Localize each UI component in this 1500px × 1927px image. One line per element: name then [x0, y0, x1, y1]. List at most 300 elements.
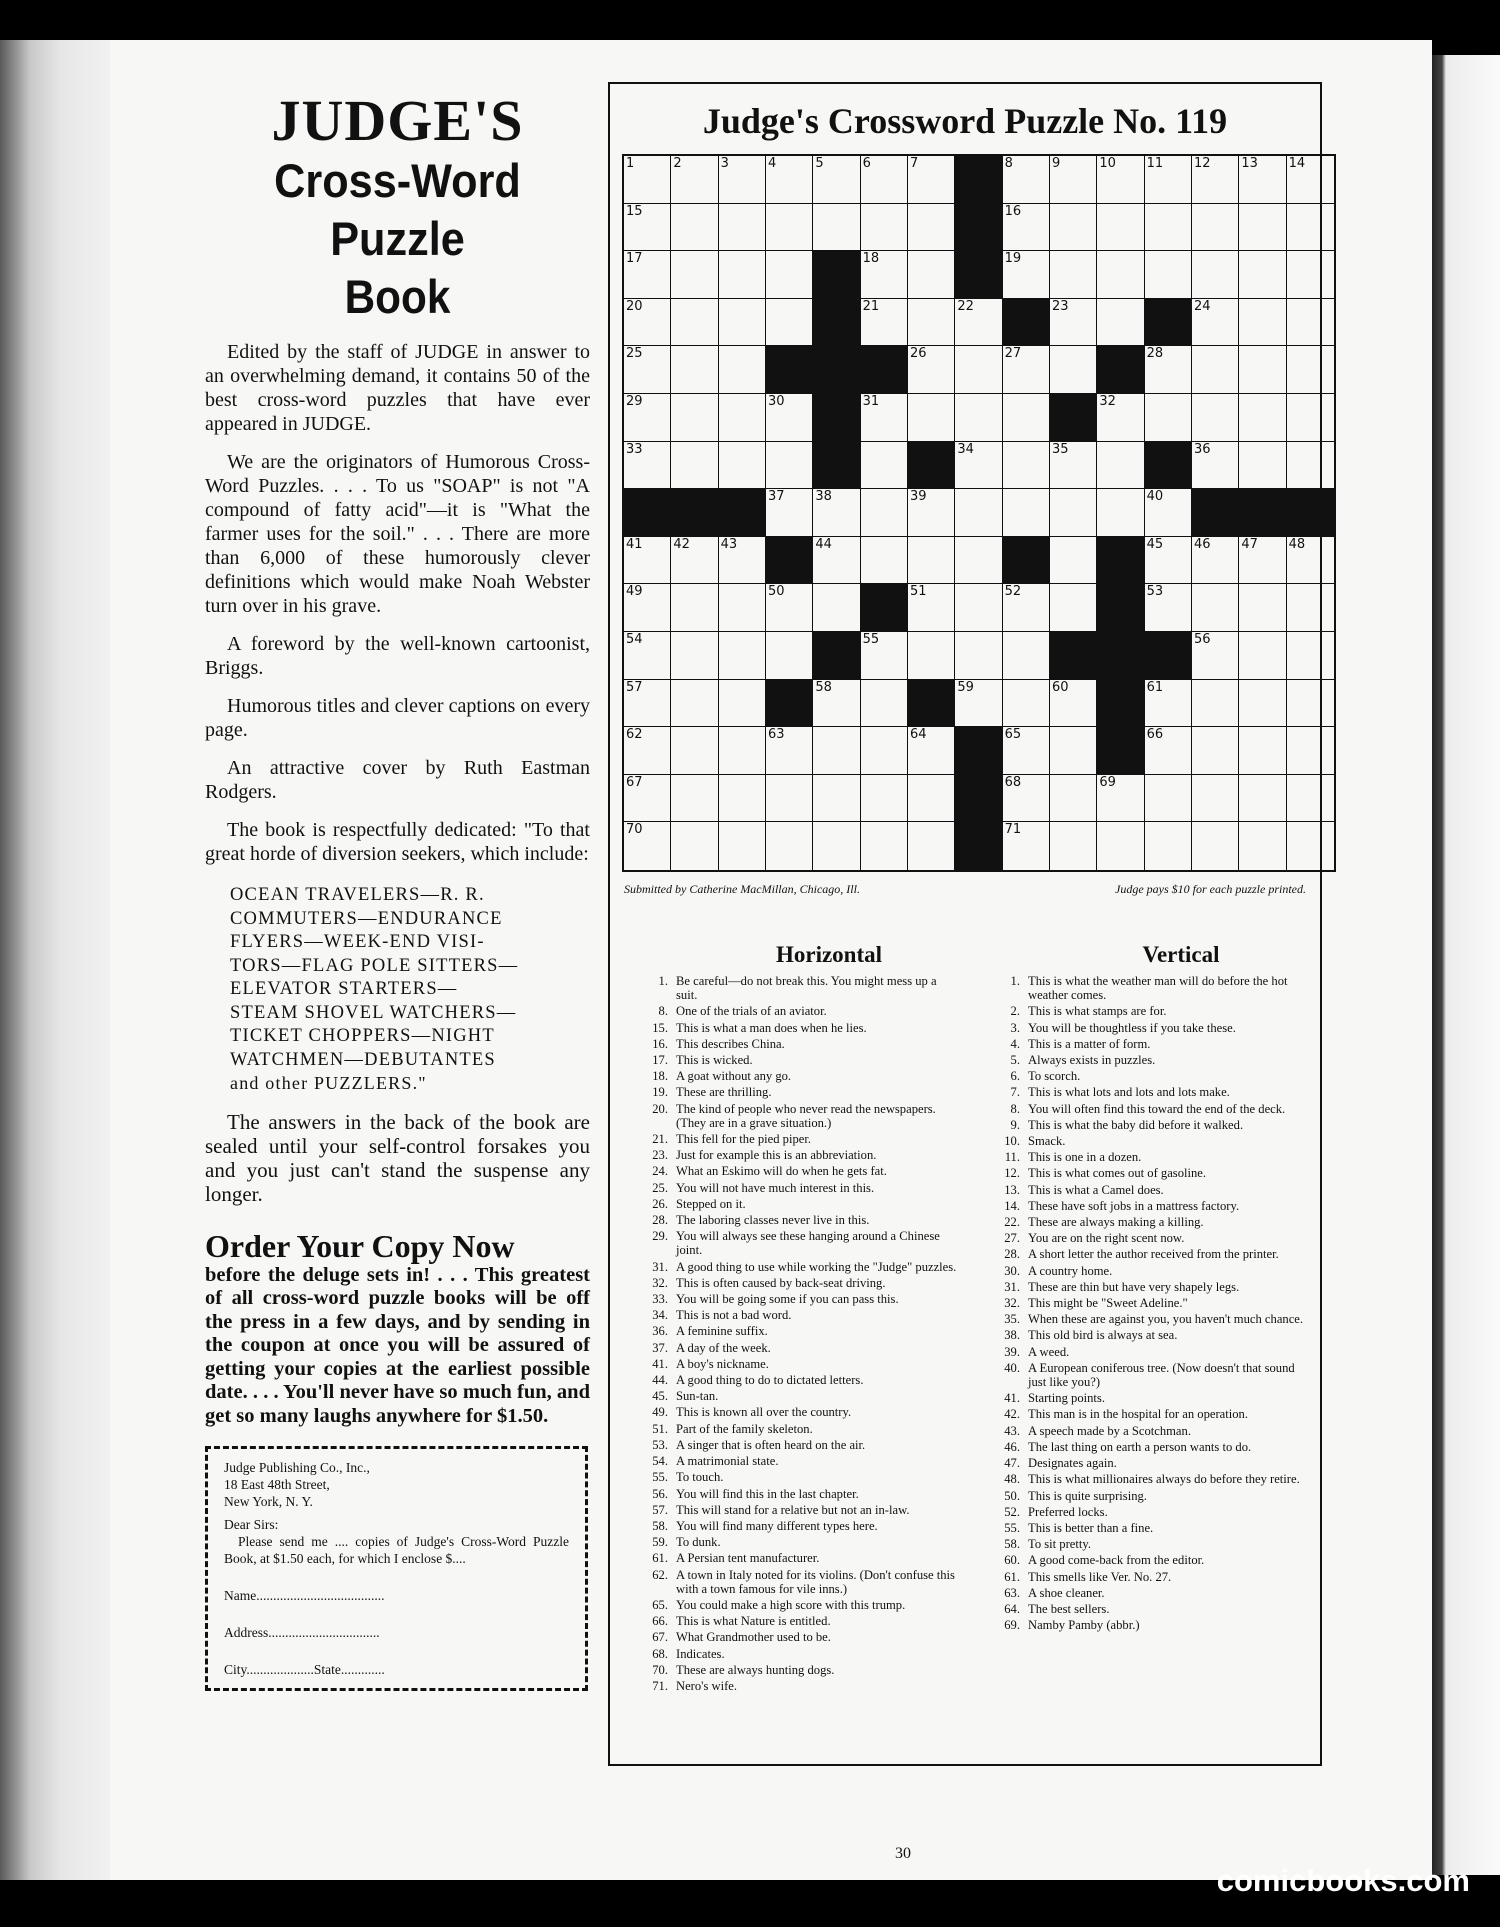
- grid-cell[interactable]: [671, 442, 718, 490]
- grid-cell[interactable]: [719, 775, 766, 823]
- horizontal-clue: [630, 1614, 958, 1628]
- grid-cell[interactable]: [671, 632, 718, 680]
- grid-cell[interactable]: [1287, 251, 1334, 299]
- grid-cell[interactable]: [1050, 442, 1097, 490]
- clue-number: 63.: [1004, 1585, 1020, 1600]
- grid-cell[interactable]: [908, 537, 955, 585]
- grid-cell[interactable]: [1145, 346, 1192, 394]
- grid-cell[interactable]: [1239, 394, 1286, 442]
- grid-cell[interactable]: [1287, 299, 1334, 347]
- grid-cell[interactable]: [671, 394, 718, 442]
- grid-cell[interactable]: [766, 489, 813, 537]
- grid-cell[interactable]: [1003, 727, 1050, 775]
- grid-cell[interactable]: [1287, 727, 1334, 775]
- grid-cell[interactable]: [1097, 394, 1144, 442]
- grid-cell[interactable]: [671, 204, 718, 252]
- grid-cell[interactable]: [1003, 251, 1050, 299]
- clue-number: 4.: [1010, 1036, 1020, 1051]
- grid-cell[interactable]: [766, 394, 813, 442]
- vertical-clue: [982, 1570, 1310, 1584]
- grid-cell[interactable]: [1192, 680, 1239, 728]
- grid-cell[interactable]: [1192, 584, 1239, 632]
- grid-cell[interactable]: [1097, 156, 1144, 204]
- grid-cell[interactable]: [624, 251, 671, 299]
- grid-cell[interactable]: [861, 156, 908, 204]
- grid-cell[interactable]: [624, 775, 671, 823]
- grid-cell[interactable]: [671, 680, 718, 728]
- horizontal-clue: [630, 1148, 958, 1162]
- grid-cell[interactable]: [908, 346, 955, 394]
- grid-cell[interactable]: [671, 727, 718, 775]
- clue-number: 51.: [652, 1421, 668, 1436]
- grid-black-square: [1287, 489, 1334, 537]
- grid-cell[interactable]: [1050, 584, 1097, 632]
- clue-number: 22.: [1004, 1215, 1020, 1230]
- clue-text: The last thing on earth a person wants to do.: [1028, 1439, 1252, 1454]
- grid-cell[interactable]: [624, 584, 671, 632]
- grid-cell[interactable]: [1239, 442, 1286, 490]
- grid-cell[interactable]: [1050, 156, 1097, 204]
- clue-number: 60.: [1004, 1553, 1020, 1568]
- dedication-line: OCEAN TRAVELERS—R. R.: [230, 885, 485, 905]
- clue-text: A goat without any go.: [676, 1069, 792, 1084]
- grid-cell[interactable]: [719, 251, 766, 299]
- ad-title-line-2: Cross-Word Puzzle: [274, 154, 521, 265]
- clue-number: 30.: [1004, 1263, 1020, 1278]
- clue-text: The laboring classes never live in this.: [676, 1213, 870, 1228]
- grid-black-square: [813, 394, 860, 442]
- horizontal-clue: [630, 1519, 958, 1533]
- grid-cell[interactable]: [1287, 584, 1334, 632]
- clue-number: 40: [1146, 489, 1164, 505]
- grid-cell[interactable]: [766, 822, 813, 870]
- grid-cell[interactable]: [1145, 727, 1192, 775]
- grid-cell[interactable]: [813, 584, 860, 632]
- grid-cell[interactable]: [1050, 727, 1097, 775]
- grid-black-square: [766, 346, 813, 394]
- grid-black-square: [908, 680, 955, 728]
- grid-cell[interactable]: [719, 299, 766, 347]
- grid-cell[interactable]: [813, 537, 860, 585]
- grid-cell[interactable]: [719, 680, 766, 728]
- clue-number: 66: [1146, 727, 1164, 743]
- grid-cell[interactable]: [671, 156, 718, 204]
- grid-cell[interactable]: [1192, 442, 1239, 490]
- grid-cell[interactable]: [861, 251, 908, 299]
- grid-cell[interactable]: [1239, 822, 1286, 870]
- horizontal-clue-list: [630, 974, 958, 1693]
- grid-cell[interactable]: [1192, 346, 1239, 394]
- clue-number: 18.: [652, 1069, 668, 1084]
- grid-cell[interactable]: [1097, 299, 1144, 347]
- grid-cell[interactable]: [861, 299, 908, 347]
- grid-cell[interactable]: [766, 727, 813, 775]
- clue-number: 35.: [1004, 1312, 1020, 1327]
- clue-text: A weed.: [1028, 1344, 1070, 1359]
- clue-text: Just for example this is an abbreviation.: [676, 1148, 877, 1163]
- grid-cell[interactable]: [1097, 822, 1144, 870]
- grid-cell[interactable]: [1239, 251, 1286, 299]
- grid-cell[interactable]: [766, 204, 813, 252]
- grid-cell[interactable]: [1192, 251, 1239, 299]
- horizontal-clue: [630, 1053, 958, 1067]
- clue-number: 12.: [1004, 1166, 1020, 1181]
- grid-cell[interactable]: [1145, 775, 1192, 823]
- grid-cell[interactable]: [861, 394, 908, 442]
- grid-cell[interactable]: [1003, 442, 1050, 490]
- vertical-clue: [982, 1215, 1310, 1229]
- horizontal-clue: [630, 1454, 958, 1468]
- grid-cell[interactable]: [1003, 822, 1050, 870]
- grid-cell[interactable]: [624, 680, 671, 728]
- ad-title-line-1: JUDGE'S: [271, 88, 524, 153]
- grid-cell[interactable]: [813, 204, 860, 252]
- grid-cell[interactable]: [1287, 537, 1334, 585]
- grid-cell[interactable]: [861, 822, 908, 870]
- magazine-page: [110, 40, 1432, 1880]
- grid-cell[interactable]: [861, 727, 908, 775]
- clue-number: 32.: [652, 1275, 668, 1290]
- grid-cell[interactable]: [1287, 632, 1334, 680]
- grid-cell[interactable]: [1145, 584, 1192, 632]
- grid-cell[interactable]: [1239, 346, 1286, 394]
- clue-text: This is what a Camel does.: [1028, 1182, 1164, 1197]
- coupon-body: Please send me .... copies of Judge's Cross-Word Puzzle Book, at $1.50 each, for which I enclose $....: [224, 1534, 569, 1566]
- grid-cell[interactable]: [766, 251, 813, 299]
- clue-number: 10: [1099, 156, 1116, 171]
- grid-cell[interactable]: [624, 299, 671, 347]
- clue-number: 55.: [652, 1470, 668, 1485]
- grid-cell[interactable]: [671, 346, 718, 394]
- grid-cell[interactable]: [1097, 775, 1144, 823]
- grid-cell[interactable]: [624, 822, 671, 870]
- horizontal-clue: [630, 1276, 958, 1290]
- clue-text: A country home.: [1028, 1263, 1113, 1278]
- grid-cell[interactable]: [908, 156, 955, 204]
- clue-number: 33.: [652, 1292, 668, 1307]
- grid-cell[interactable]: [1287, 394, 1334, 442]
- grid-cell[interactable]: [1192, 822, 1239, 870]
- grid-black-square: [1003, 537, 1050, 585]
- vertical-clue: [982, 1407, 1310, 1421]
- page-number: 30: [895, 1845, 911, 1862]
- clue-text: Part of the family skeleton.: [676, 1421, 813, 1436]
- grid-cell[interactable]: [861, 204, 908, 252]
- grid-cell[interactable]: [1239, 299, 1286, 347]
- clue-number: 38.: [1004, 1328, 1020, 1343]
- grid-cell[interactable]: [1003, 394, 1050, 442]
- grid-cell[interactable]: [955, 632, 1002, 680]
- clue-text: What an Eskimo will do when he gets fat.: [676, 1164, 887, 1179]
- grid-cell[interactable]: [1003, 775, 1050, 823]
- grid-cell[interactable]: [1287, 204, 1334, 252]
- dedication-line: TICKET CHOPPERS—NIGHT: [230, 1026, 495, 1046]
- grid-cell[interactable]: [719, 442, 766, 490]
- grid-cell[interactable]: [908, 775, 955, 823]
- grid-cell[interactable]: [813, 822, 860, 870]
- grid-cell[interactable]: [955, 584, 1002, 632]
- clue-number: 13.: [1004, 1182, 1020, 1197]
- grid-cell[interactable]: [1287, 442, 1334, 490]
- clue-text: You could make a high score with this trump.: [676, 1597, 906, 1612]
- vertical-clue: [982, 1004, 1310, 1018]
- grid-cell[interactable]: [1145, 822, 1192, 870]
- grid-cell[interactable]: [1287, 680, 1334, 728]
- grid-cell[interactable]: [624, 204, 671, 252]
- grid-cell[interactable]: [1145, 251, 1192, 299]
- grid-cell[interactable]: [719, 584, 766, 632]
- vertical-clue: [982, 1521, 1310, 1535]
- clue-text: This is what the weather man will do before the hot weather comes.: [1028, 974, 1288, 1003]
- clue-number: 45.: [652, 1389, 668, 1404]
- clue-text: Stepped on it.: [676, 1196, 746, 1211]
- clue-number: 56.: [652, 1486, 668, 1501]
- grid-cell[interactable]: [1050, 537, 1097, 585]
- grid-cell[interactable]: [955, 346, 1002, 394]
- clue-number: 53: [1146, 584, 1164, 600]
- grid-cell[interactable]: [1192, 204, 1239, 252]
- grid-cell[interactable]: [1239, 156, 1286, 204]
- grid-cell[interactable]: [1050, 680, 1097, 728]
- grid-cell[interactable]: [908, 299, 955, 347]
- grid-cell[interactable]: [719, 204, 766, 252]
- grid-cell[interactable]: [766, 442, 813, 490]
- clue-number: 38: [815, 489, 832, 505]
- vertical-clue: [982, 1328, 1310, 1342]
- horizontal-clue: [630, 1405, 958, 1419]
- clue-number: 41: [626, 536, 643, 552]
- grid-cell[interactable]: [671, 299, 718, 347]
- grid-cell[interactable]: [671, 822, 718, 870]
- grid-cell[interactable]: [766, 299, 813, 347]
- grid-cell[interactable]: [624, 537, 671, 585]
- grid-cell[interactable]: [861, 680, 908, 728]
- clue-number: 20.: [652, 1101, 668, 1116]
- grid-cell[interactable]: [766, 632, 813, 680]
- grid-cell[interactable]: [1003, 204, 1050, 252]
- vertical-clue: [982, 1264, 1310, 1278]
- grid-cell[interactable]: [1145, 394, 1192, 442]
- grid-cell[interactable]: [1287, 822, 1334, 870]
- grid-cell[interactable]: [1239, 775, 1286, 823]
- horizontal-clue: [630, 1503, 958, 1517]
- grid-cell[interactable]: [861, 537, 908, 585]
- coupon-address-line: 18 East 48th Street,: [224, 1477, 330, 1492]
- grid-cell[interactable]: [908, 822, 955, 870]
- grid-cell[interactable]: [908, 727, 955, 775]
- dedication-line: STEAM SHOVEL WATCHERS—: [230, 1002, 517, 1023]
- grid-cell[interactable]: [955, 442, 1002, 490]
- grid-cell[interactable]: [1192, 537, 1239, 585]
- crossword-grid[interactable]: [622, 154, 1336, 872]
- clue-number: 58: [815, 679, 832, 695]
- clue-number: 6: [862, 156, 871, 171]
- coupon-name-field[interactable]: Name......................................: [224, 1588, 385, 1603]
- grid-cell[interactable]: [813, 775, 860, 823]
- vertical-clue: [982, 1021, 1310, 1035]
- clue-number: 61.: [1004, 1569, 1020, 1584]
- grid-cell[interactable]: [624, 632, 671, 680]
- horizontal-clue: [630, 1132, 958, 1146]
- grid-cell[interactable]: [955, 489, 1002, 537]
- grid-cell[interactable]: [1192, 727, 1239, 775]
- grid-cell[interactable]: [1145, 156, 1192, 204]
- grid-cell[interactable]: [671, 537, 718, 585]
- grid-cell[interactable]: [813, 156, 860, 204]
- vertical-clue: [982, 1199, 1310, 1213]
- clue-number: 50.: [1004, 1488, 1020, 1503]
- grid-cell[interactable]: [1003, 489, 1050, 537]
- grid-cell[interactable]: [1097, 442, 1144, 490]
- coupon-address-field[interactable]: Address.................................: [224, 1625, 380, 1640]
- grid-cell[interactable]: [1050, 299, 1097, 347]
- grid-cell[interactable]: [1239, 584, 1286, 632]
- vertical-clue: [982, 1391, 1310, 1405]
- vertical-clue: [982, 1069, 1310, 1083]
- grid-cell[interactable]: [1287, 775, 1334, 823]
- vertical-clue: [982, 1134, 1310, 1148]
- grid-cell[interactable]: [719, 394, 766, 442]
- grid-cell[interactable]: [1003, 632, 1050, 680]
- clue-text: A good come-back from the editor.: [1028, 1553, 1205, 1568]
- grid-cell[interactable]: [624, 156, 671, 204]
- grid-cell[interactable]: [624, 394, 671, 442]
- grid-cell[interactable]: [813, 680, 860, 728]
- grid-cell[interactable]: [766, 584, 813, 632]
- grid-cell[interactable]: [624, 727, 671, 775]
- site-watermark: comicbooks.com: [1216, 1863, 1470, 1898]
- grid-cell[interactable]: [955, 680, 1002, 728]
- grid-cell[interactable]: [1192, 632, 1239, 680]
- grid-cell[interactable]: [624, 346, 671, 394]
- grid-cell[interactable]: [719, 346, 766, 394]
- clue-number: 59.: [652, 1535, 668, 1550]
- grid-cell[interactable]: [955, 394, 1002, 442]
- grid-cell[interactable]: [1050, 204, 1097, 252]
- clue-text: A European coniferous tree. (Now doesn't that sound just like you?): [1028, 1360, 1295, 1390]
- grid-cell[interactable]: [719, 156, 766, 204]
- grid-cell[interactable]: [1050, 251, 1097, 299]
- grid-cell[interactable]: [1145, 489, 1192, 537]
- grid-cell[interactable]: [671, 584, 718, 632]
- grid-cell[interactable]: [1050, 346, 1097, 394]
- grid-cell[interactable]: [719, 537, 766, 585]
- grid-cell[interactable]: [624, 442, 671, 490]
- clue-text: You will always see these hanging around a Chinese joint.: [676, 1229, 940, 1258]
- grid-cell[interactable]: [1239, 537, 1286, 585]
- grid-cell[interactable]: [1239, 204, 1286, 252]
- grid-cell[interactable]: [719, 727, 766, 775]
- clue-text: Always exists in puzzles.: [1028, 1053, 1156, 1068]
- grid-cell[interactable]: [671, 251, 718, 299]
- grid-cell[interactable]: [861, 775, 908, 823]
- grid-cell[interactable]: [719, 822, 766, 870]
- clue-number: 64.: [1004, 1601, 1020, 1616]
- grid-cell[interactable]: [1050, 822, 1097, 870]
- clue-number: 14: [1288, 156, 1306, 171]
- grid-cell[interactable]: [1239, 727, 1286, 775]
- grid-cell[interactable]: [1003, 346, 1050, 394]
- grid-cell[interactable]: [1287, 156, 1334, 204]
- grid-cell[interactable]: [1050, 489, 1097, 537]
- grid-cell[interactable]: [1192, 394, 1239, 442]
- grid-cell[interactable]: [1192, 775, 1239, 823]
- clue-number: 7: [909, 156, 919, 171]
- clue-number: 25.: [652, 1180, 668, 1195]
- vertical-clue: [982, 1166, 1310, 1180]
- grid-cell[interactable]: [908, 204, 955, 252]
- clue-text: Starting points.: [1028, 1391, 1105, 1406]
- clue-text: You will often find this toward the end of the deck.: [1028, 1101, 1286, 1116]
- clue-number: 1.: [1010, 974, 1020, 988]
- grid-cell[interactable]: [1003, 156, 1050, 204]
- clue-number: 8.: [658, 1004, 668, 1019]
- clue-number: 56: [1193, 631, 1211, 647]
- vertical-clue: [982, 1361, 1310, 1389]
- grid-cell[interactable]: [955, 299, 1002, 347]
- grid-cell[interactable]: [766, 775, 813, 823]
- clue-number: 27: [1004, 346, 1022, 362]
- coupon-city-field[interactable]: City....................State.............: [224, 1662, 385, 1677]
- grid-cell[interactable]: [1097, 204, 1144, 252]
- grid-cell[interactable]: [1097, 489, 1144, 537]
- vertical-clue: [982, 1312, 1310, 1326]
- grid-cell[interactable]: [1287, 346, 1334, 394]
- grid-cell[interactable]: [861, 632, 908, 680]
- grid-cell[interactable]: [1145, 537, 1192, 585]
- clue-number: 11: [1146, 156, 1164, 171]
- grid-cell[interactable]: [1097, 251, 1144, 299]
- grid-black-square: [719, 489, 766, 537]
- clue-number: 34.: [652, 1308, 668, 1323]
- grid-cell[interactable]: [955, 537, 1002, 585]
- vertical-clue-list: [982, 974, 1310, 1632]
- grid-cell[interactable]: [766, 156, 813, 204]
- grid-cell[interactable]: [1145, 680, 1192, 728]
- grid-cell[interactable]: [671, 775, 718, 823]
- clue-number: 71.: [652, 1678, 668, 1693]
- vertical-clue: [982, 1537, 1310, 1551]
- coupon-salutation: Dear Sirs:: [224, 1517, 279, 1532]
- grid-cell[interactable]: [1239, 680, 1286, 728]
- clue-text: This man is in the hospital for an operation.: [1028, 1407, 1248, 1422]
- grid-cell[interactable]: [1003, 680, 1050, 728]
- grid-cell[interactable]: [908, 632, 955, 680]
- grid-cell[interactable]: [908, 584, 955, 632]
- grid-cell[interactable]: [813, 489, 860, 537]
- grid-cell[interactable]: [1239, 632, 1286, 680]
- horizontal-clue: [630, 1487, 958, 1501]
- grid-cell[interactable]: [861, 489, 908, 537]
- grid-cell[interactable]: [908, 251, 955, 299]
- grid-cell[interactable]: [1192, 299, 1239, 347]
- grid-black-square: [1097, 727, 1144, 775]
- clue-text: This is better than a fine.: [1028, 1520, 1154, 1535]
- grid-cell[interactable]: [1145, 204, 1192, 252]
- clue-number: 32.: [1004, 1296, 1020, 1311]
- grid-black-square: [813, 346, 860, 394]
- grid-cell[interactable]: [908, 489, 955, 537]
- grid-cell[interactable]: [1192, 156, 1239, 204]
- grid-cell[interactable]: [719, 632, 766, 680]
- grid-cell[interactable]: [813, 727, 860, 775]
- clue-number: 43: [720, 536, 738, 552]
- dedication-line: WATCHMEN—DEBUTANTES: [230, 1049, 496, 1070]
- grid-cell[interactable]: [1050, 775, 1097, 823]
- grid-cell[interactable]: [1003, 584, 1050, 632]
- grid-cell[interactable]: [908, 394, 955, 442]
- grid-cell[interactable]: [861, 442, 908, 490]
